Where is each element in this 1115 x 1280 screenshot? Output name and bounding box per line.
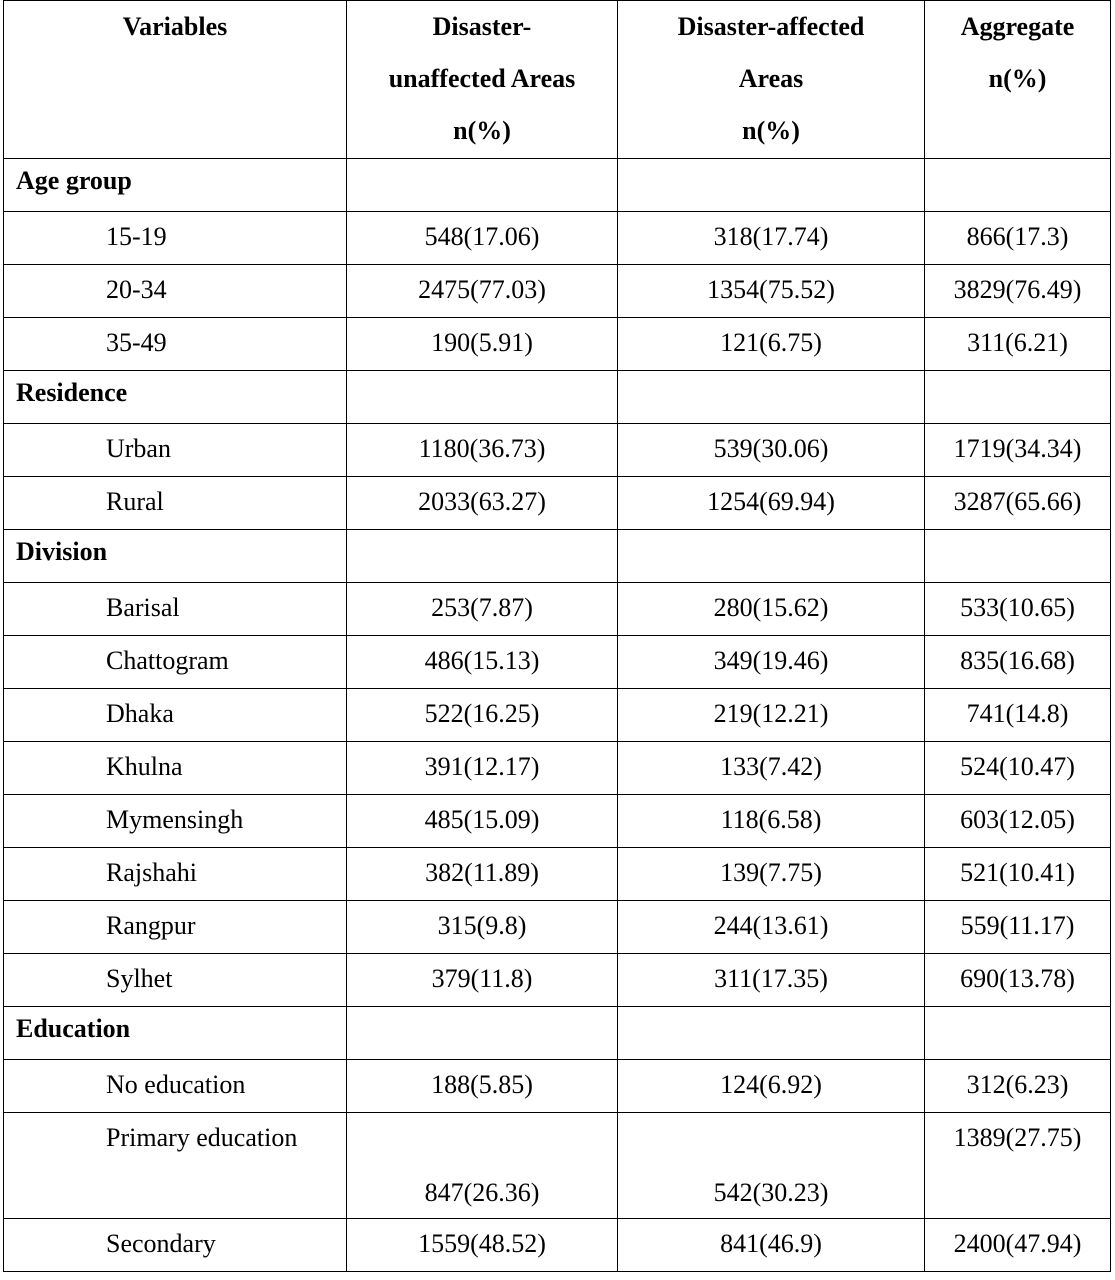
cell-unaffected: 379(11.8) (347, 954, 618, 1007)
data-table (3, 0, 1111, 1272)
cell-unaffected: 548(17.06) (347, 212, 618, 265)
cell-aggregate: 3287(65.66) (925, 477, 1111, 530)
cell-affected: 318(17.74) (618, 212, 925, 265)
header-affected (618, 1, 925, 159)
row-label: Primary education (4, 1113, 347, 1219)
row-label: Urban (4, 424, 347, 477)
cell-unaffected: 190(5.91) (347, 318, 618, 371)
cell-aggregate: 690(13.78) (925, 954, 1111, 1007)
header-unaffected-line1: Disaster- (432, 12, 532, 41)
cell-unaffected: 485(15.09) (347, 795, 618, 848)
section-row-division (4, 530, 1111, 583)
empty-cell (925, 371, 1111, 424)
empty-cell (925, 159, 1111, 212)
cell-aggregate: 1719(34.34) (925, 424, 1111, 477)
table-row (4, 424, 1111, 477)
row-label: Barisal (4, 583, 347, 636)
empty-cell (347, 159, 618, 212)
table-row (4, 477, 1111, 530)
cell-aggregate: 835(16.68) (925, 636, 1111, 689)
cell-unaffected: 382(11.89) (347, 848, 618, 901)
row-label: Secondary (4, 1219, 347, 1272)
cell-affected: 349(19.46) (618, 636, 925, 689)
table-row (4, 318, 1111, 371)
cell-affected: 539(30.06) (618, 424, 925, 477)
section-row-residence (4, 371, 1111, 424)
header-variables (4, 1, 347, 159)
cell-affected: 1254(69.94) (618, 477, 925, 530)
header-unaffected-line2: unaffected Areas (388, 64, 576, 93)
empty-cell (618, 371, 925, 424)
table-row (4, 1113, 1111, 1219)
cell-affected: 133(7.42) (618, 742, 925, 795)
row-label: 20-34 (4, 265, 347, 318)
table-row (4, 742, 1111, 795)
table-row (4, 795, 1111, 848)
empty-cell (347, 1007, 618, 1060)
table-row (4, 636, 1111, 689)
cell-unaffected: 2033(63.27) (347, 477, 618, 530)
row-label: No education (4, 1060, 347, 1113)
empty-cell (347, 530, 618, 583)
cell-affected: 542(30.23) (618, 1113, 925, 1219)
row-label: Khulna (4, 742, 347, 795)
cell-aggregate: 533(10.65) (925, 583, 1111, 636)
cell-affected: 1354(75.52) (618, 265, 925, 318)
cell-unaffected: 315(9.8) (347, 901, 618, 954)
empty-cell (925, 1007, 1111, 1060)
empty-cell (618, 159, 925, 212)
row-label: Chattogram (4, 636, 347, 689)
table-row (4, 265, 1111, 318)
row-label: Rural (4, 477, 347, 530)
cell-aggregate: 866(17.3) (925, 212, 1111, 265)
cell-affected: 280(15.62) (618, 583, 925, 636)
table-row (4, 1060, 1111, 1113)
header-aggregate-line2: n(%) (988, 64, 1047, 93)
cell-unaffected: 1180(36.73) (347, 424, 618, 477)
header-variables-text: Variables (122, 12, 228, 41)
row-label: Rangpur (4, 901, 347, 954)
header-affected-line3: n(%) (742, 116, 800, 145)
header-row (4, 1, 1111, 159)
cell-aggregate: 559(11.17) (925, 901, 1111, 954)
table-row (4, 848, 1111, 901)
cell-unaffected: 1559(48.52) (347, 1219, 618, 1272)
cell-unaffected: 522(16.25) (347, 689, 618, 742)
table-row (4, 583, 1111, 636)
section-row-education (4, 1007, 1111, 1060)
table-row (4, 689, 1111, 742)
section-title: Residence (4, 371, 347, 424)
cell-aggregate: 3829(76.49) (925, 265, 1111, 318)
cell-unaffected: 2475(77.03) (347, 265, 618, 318)
table-row (4, 212, 1111, 265)
row-label: Mymensingh (4, 795, 347, 848)
row-label: 15-19 (4, 212, 347, 265)
cell-aggregate: 603(12.05) (925, 795, 1111, 848)
section-row-age (4, 159, 1111, 212)
cell-aggregate: 2400(47.94) (925, 1219, 1111, 1272)
section-title: Education (4, 1007, 347, 1060)
header-aggregate-line1: Aggregate (960, 12, 1075, 41)
cell-affected: 118(6.58) (618, 795, 925, 848)
cell-unaffected: 188(5.85) (347, 1060, 618, 1113)
table-row (4, 1219, 1111, 1272)
section-title: Age group (4, 159, 347, 212)
row-label: Sylhet (4, 954, 347, 1007)
empty-cell (618, 530, 925, 583)
cell-unaffected: 847(26.36) (347, 1113, 618, 1219)
empty-cell (347, 371, 618, 424)
cell-aggregate: 1389(27.75) (925, 1113, 1111, 1219)
row-label: 35-49 (4, 318, 347, 371)
header-unaffected (347, 1, 618, 159)
table-row (4, 954, 1111, 1007)
cell-affected: 139(7.75) (618, 848, 925, 901)
cell-unaffected: 486(15.13) (347, 636, 618, 689)
cell-aggregate: 524(10.47) (925, 742, 1111, 795)
row-label: Rajshahi (4, 848, 347, 901)
cell-affected: 841(46.9) (618, 1219, 925, 1272)
row-label: Dhaka (4, 689, 347, 742)
header-aggregate (925, 1, 1111, 159)
header-affected-line2: Areas (738, 64, 804, 93)
cell-affected: 244(13.61) (618, 901, 925, 954)
cell-affected: 124(6.92) (618, 1060, 925, 1113)
header-affected-line1: Disaster-affected (677, 12, 865, 41)
cell-aggregate: 312(6.23) (925, 1060, 1111, 1113)
empty-cell (925, 530, 1111, 583)
cell-affected: 219(12.21) (618, 689, 925, 742)
cell-unaffected: 253(7.87) (347, 583, 618, 636)
header-unaffected-line3: n(%) (453, 116, 511, 145)
cell-unaffected: 391(12.17) (347, 742, 618, 795)
cell-affected: 121(6.75) (618, 318, 925, 371)
cell-aggregate: 311(6.21) (925, 318, 1111, 371)
empty-cell (618, 1007, 925, 1060)
cell-affected: 311(17.35) (618, 954, 925, 1007)
section-title: Division (4, 530, 347, 583)
cell-aggregate: 521(10.41) (925, 848, 1111, 901)
table-row (4, 901, 1111, 954)
cell-aggregate: 741(14.8) (925, 689, 1111, 742)
